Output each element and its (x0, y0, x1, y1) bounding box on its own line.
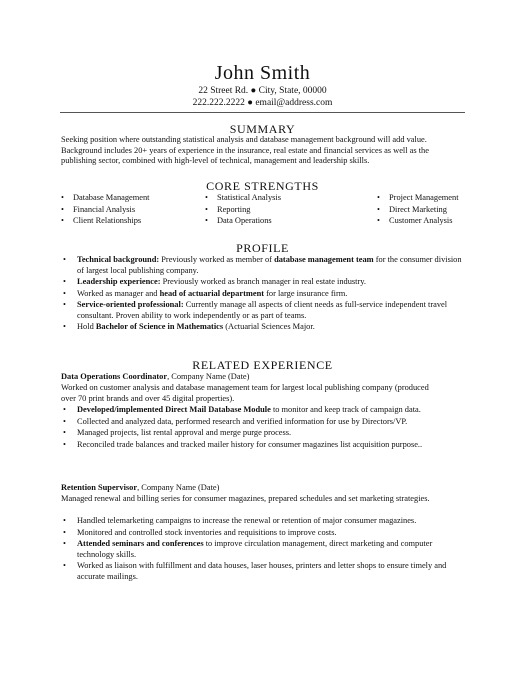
strengths-column-3 (377, 192, 459, 227)
job-bullet: • Attended seminars and conferences to improve circulation management, direct marketing and computer technology skills. (61, 539, 471, 560)
job-description: Worked on customer analysis and database management team for largest local publishing company (produced over 70 print brands and over 45 digital properties). (61, 383, 429, 403)
job-bullet: • Managed projects, list rental approval and merge purge process. (61, 428, 451, 439)
job-bullet: • Monitored and controlled stock inventories and requisitions to improve costs. (61, 528, 471, 539)
profile-item: • Service-oriented professional: Currently manage all aspects of client needs as full-service independent travel consultant. Proven ability to work independently or as part of teams. (61, 300, 466, 321)
profile-item: • Worked as manager and head of actuarial department for large insurance firm. (61, 289, 466, 300)
strengths-column-2 (205, 192, 281, 227)
strength-item: • Financial Analysis (61, 204, 150, 216)
experience-heading: RELATED EXPERIENCE (192, 358, 333, 372)
profile-heading: PROFILE (236, 241, 289, 255)
job-title-line: Data Operations Coordinator, Company Name (Date) (61, 372, 250, 381)
header-divider (60, 112, 465, 113)
profile-list (61, 255, 466, 334)
contact-line: 222.222.2222 ● email@address.com (192, 98, 333, 108)
job-bullet: • Worked as liaison with fulfillment and data houses, laser houses, printers and letter shops to ensure timely and accurate mailings. (61, 561, 471, 582)
job-bullet: • Reconciled trade balances and tracked mailer history for consumer magazines list acquisition purpose.. (61, 440, 451, 451)
strength-item: • Client Relationships (61, 215, 150, 227)
job-bullet: • Handled telemarketing campaigns to increase the renewal or retention of major consumer magazines. (61, 516, 471, 527)
core-strengths-list (61, 192, 481, 228)
job-bullet: • Developed/implemented Direct Mail Database Module to monitor and keep track of campaign data. (61, 405, 451, 416)
profile-item: • Hold Bachelor of Science in Mathematics (Actuarial Sciences Major. (61, 322, 466, 333)
strength-item: • Direct Marketing (377, 204, 459, 216)
job-bullets (61, 516, 471, 583)
address-line: 22 Street Rd. ● City, State, 00000 (198, 86, 327, 96)
job-bullet: • Collected and analyzed data, performed research and verified information for use by Directors/VP. (61, 417, 451, 428)
strengths-column-1 (61, 192, 150, 227)
summary-heading: SUMMARY (229, 122, 296, 136)
job-title-line: Retention Supervisor, Company Name (Date) (61, 483, 220, 492)
strength-item: • Customer Analysis (377, 215, 459, 227)
strength-item: • Database Management (61, 192, 150, 204)
profile-item: • Leadership experience: Previously worked as branch manager in real estate industry. (61, 277, 466, 288)
strength-item: • Project Management (377, 192, 459, 204)
profile-item: • Technical background: Previously worked as member of database management team for the consumer division of largest local publishing company. (61, 255, 466, 276)
job-bullets (61, 405, 451, 451)
job-description: Managed renewal and billing series for consumer magazines, prepared schedules and set marketing strategies. (61, 494, 430, 503)
strength-item: • Reporting (205, 204, 281, 216)
candidate-name: John Smith (214, 62, 311, 84)
strength-item: • Statistical Analysis (205, 192, 281, 204)
strength-item: • Data Operations (205, 215, 281, 227)
summary-text: Seeking position where outstanding statistical analysis and database management background will add value. Background includes 20+ years of experience in the insurance, real estate and financial services as well as the publishing sector, combined with high-level of technical, management and leadership skills. (61, 135, 429, 166)
core-strengths-heading: CORE STRENGTHS (206, 179, 319, 193)
